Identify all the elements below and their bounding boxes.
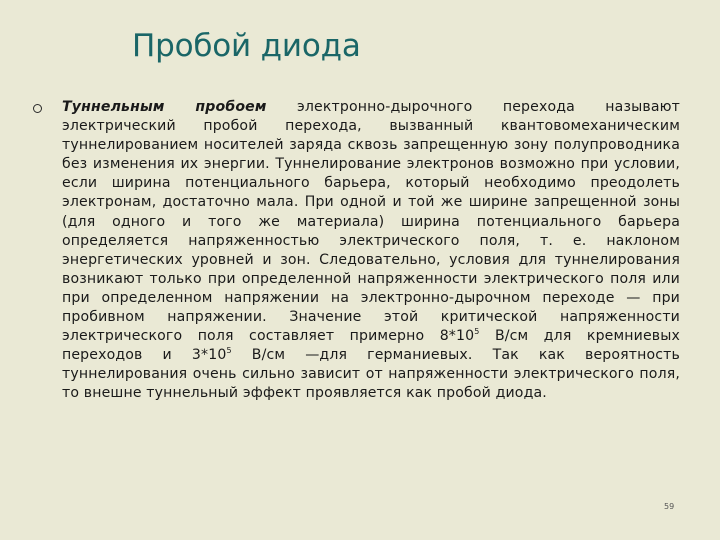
slide-title: Пробой диода <box>132 28 361 64</box>
paragraph-text-3: В/см —для германиевых. Так как вероятность туннелирования очень сильно зависит от напряженности электрического поля, то внешне туннельный эффект проявляется как пробой диода. <box>62 347 680 402</box>
exponent-silicon: 5 <box>474 327 480 337</box>
body-paragraph <box>62 98 680 404</box>
bullet-circle-icon <box>33 104 42 113</box>
exponent-germanium: 5 <box>226 346 232 356</box>
paragraph-text-1: электронно-дырочного перехода называют электрический пробой перехода, вызванный квантовомеханическим туннелированием носителей заряда сквозь запрещенную зону полупроводника без изменения их энергии. Туннелирование электронов возможно при условии, если ширина потенциального барьера, который необходимо преодолеть электронам, достаточно мала. При одной и той же ширине запрещенной зоны (для одного и того же материала) ширина потенциального барьера определяется напряженностью электрического поля, т. е. наклоном энергетических уровней и зон. Следовательно, условия для туннелирования возникают только при определенной напряженности электрического поля или при определенном напряжении на электронно-дырочном переходе — при пробивном напряжении. Значение этой критической напряженности электрического поля составляет примерно 8*10 <box>62 99 681 345</box>
paragraph-text-2: В/см для кремниевых переходов и 3*10 <box>62 328 680 364</box>
term-tunnel-breakdown: Туннельным пробоем <box>62 99 267 115</box>
page-number: 59 <box>664 502 675 511</box>
